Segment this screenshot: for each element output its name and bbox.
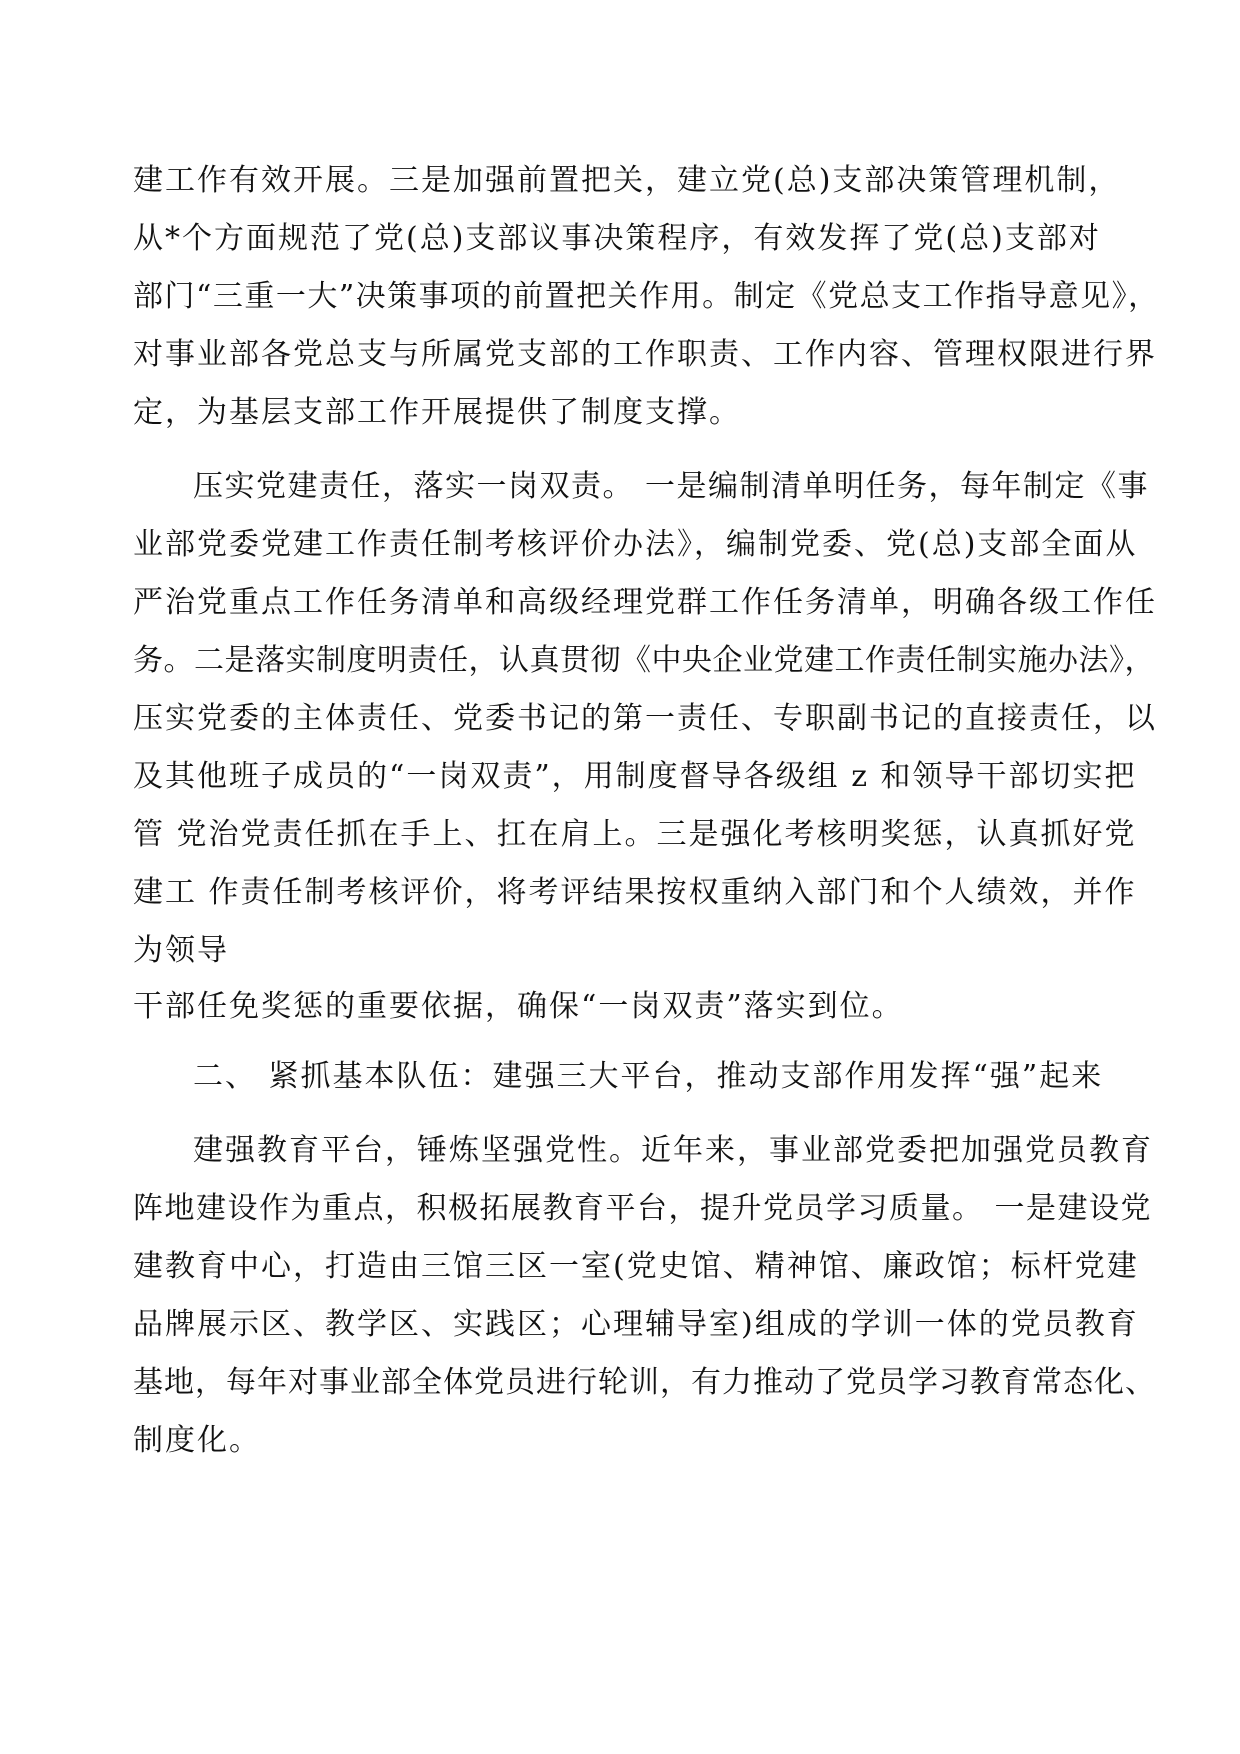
text-line: 从*个方面规范了党(总)支部议事决策程序，有效发挥了党(总)支部对 <box>133 221 1101 256</box>
text-line: 为领导 <box>133 933 229 968</box>
text-line: 建工 作责任制考核评价，将考评结果按权重纳入部门和个人绩效，并作 <box>133 875 1137 910</box>
text-line: 及其他班子成员的“一岗双责”，用制度督导各级组 z 和领导干部切实把 <box>133 759 1137 794</box>
text-line: 严治党重点工作任务清单和高级经理党群工作任务清单，明确各级工作任 <box>133 585 1157 620</box>
text-line: 业部党委党建工作责任制考核评价办法》，编制党委、党(总)支部全面从 <box>133 527 1138 562</box>
text-line: 定，为基层支部工作开展提供了制度支撑。 <box>133 395 741 430</box>
text-line: 阵地建设作为重点，积极拓展教育平台，提升党员学习质量。 一是建设党 <box>133 1191 1153 1226</box>
text-line: 品牌展示区、教学区、实践区；心理辅导室)组成的学训一体的党员教育 <box>133 1307 1139 1342</box>
text-line: 建教育中心，打造由三馆三区一室(党史馆、精神馆、廉政馆；标杆党建 <box>133 1249 1139 1284</box>
text-line: 建工作有效开展。三是加强前置把关，建立党(总)支部决策管理机制， <box>133 163 1121 198</box>
heading-line: 二、 紧抓基本队伍：建强三大平台，推动支部作用发挥“强”起来 <box>193 1059 1104 1094</box>
text-line: 管 党治党责任抓在手上、扛在肩上。三是强化考核明奖惩，认真抓好党 <box>133 817 1137 852</box>
text-line: 对事业部各党总支与所属党支部的工作职责、工作内容、管理权限进行界 <box>133 337 1157 372</box>
text-line: 压实党建责任，落实一岗双责。 一是编制清单明任务，每年制定《事 <box>193 469 1150 504</box>
text-line: 建强教育平台，锤炼坚强党性。近年来，事业部党委把加强党员教育 <box>193 1133 1153 1168</box>
text-line: 务。二是落实制度明责任，认真贯彻《中央企业党建工作责任制实施办法》， <box>133 643 1155 678</box>
text-line: 压实党委的主体责任、党委书记的第一责任、专职副书记的直接责任，以 <box>133 701 1157 736</box>
text-line: 干部任免奖惩的重要依据，确保“一岗双责”落实到位。 <box>133 989 904 1024</box>
text-line: 部门“三重一大”决策事项的前置把关作用。制定《党总支工作指导意见》， <box>133 279 1160 314</box>
text-line: 制度化。 <box>133 1423 261 1458</box>
text-line: 基地，每年对事业部全体党员进行轮训，有力推动了党员学习教育常态化、 <box>133 1365 1156 1400</box>
